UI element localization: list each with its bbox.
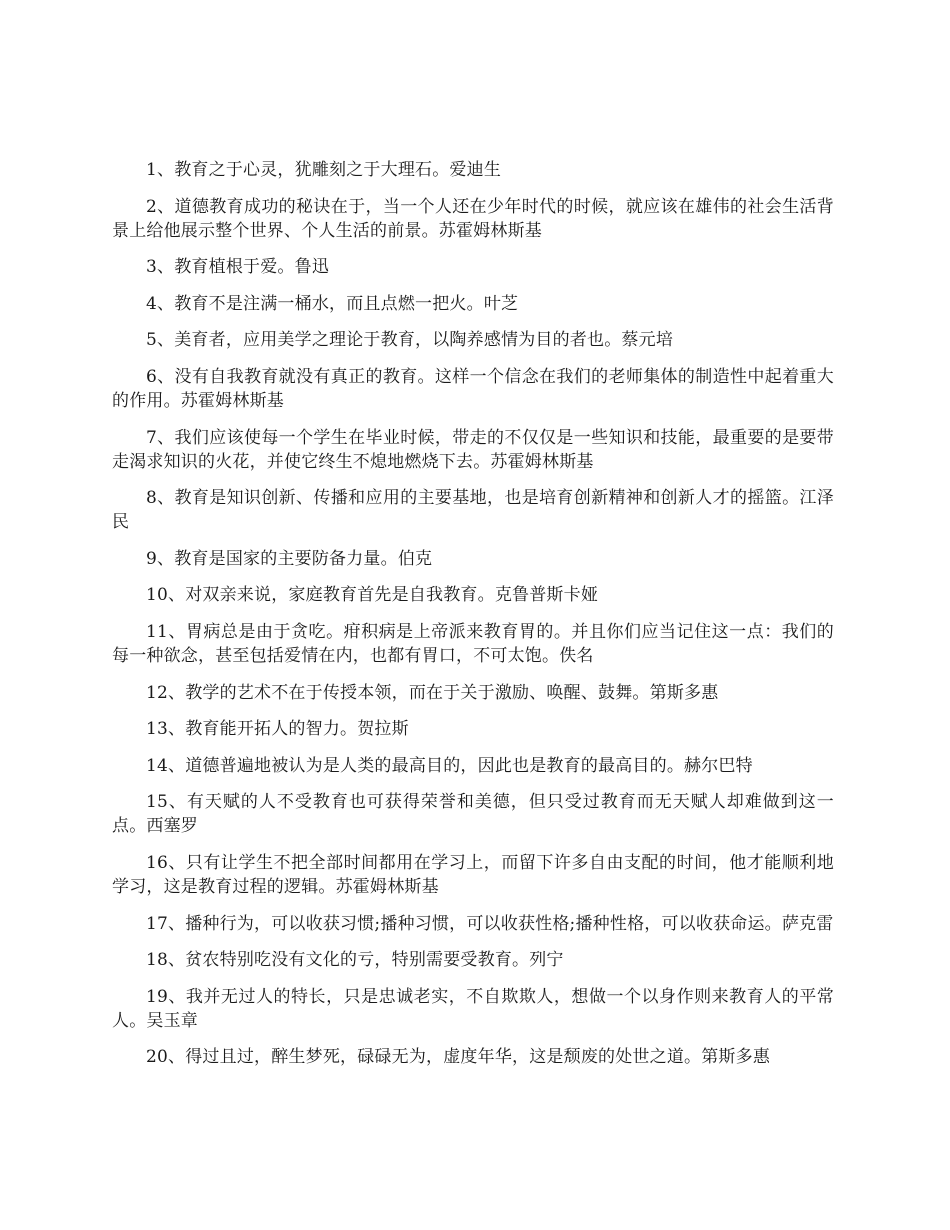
quote-6: 6、没有自我教育就没有真正的教育。这样一个信念在我们的老师集体的制造性中起着重大的作用。苏霍姆林斯基 (112, 366, 834, 411)
quote-list (112, 158, 834, 1082)
quote-14: 14、道德普遍地被认为是人类的最高目的，因此也是教育的最高目的。赫尔巴特 (146, 755, 753, 776)
quote-1: 1、教育之于心灵，犹雕刻之于大理石。爱迪生 (146, 160, 502, 180)
quote-7: 7、我们应该使每一个学生在毕业时候，带走的不仅仅是一些知识和技能，最重要的是要带走渴求知识的火花，并使它终生不熄地燃烧下去。苏霍姆林斯基 (112, 427, 834, 472)
quote-15: 15、有天赋的人不受教育也可获得荣誉和美德，但只受过教育而无天赋人却难做到这一点。西塞罗 (112, 792, 834, 837)
quote-10: 10、对双亲来说，家庭教育首先是自我教育。克鲁普斯卡娅 (146, 585, 599, 606)
quote-4: 4、教育不是注满一桶水，而且点燃一把火。叶芝 (146, 293, 519, 314)
quote-13: 13、教育能开拓人的智力。贺拉斯 (146, 719, 409, 740)
quote-20: 20、得过且过，醉生梦死，碌碌无为，虚度年华，这是颓废的处世之道。第斯多惠 (146, 1047, 771, 1068)
quote-12: 12、教学的艺术不在于传授本领，而在于关于激励、唤醒、鼓舞。第斯多惠 (146, 682, 719, 703)
quote-19: 19、我并无过人的特长，只是忠诚老实，不自欺欺人，想做一个以身作则来教育人的平常人。吴玉章 (112, 986, 834, 1031)
quote-17: 17、播种行为，可以收获习惯;播种习惯，可以收获性格;播种性格，可以收获命运。萨克雷 (146, 913, 834, 934)
quote-9: 9、教育是国家的主要防备力量。伯克 (146, 548, 433, 569)
quote-2: 2、道德教育成功的秘诀在于，当一个人还在少年时代的时候，就应该在雄伟的社会生活背景上给他展示整个世界、个人生活的前景。苏霍姆林斯基 (112, 196, 834, 241)
quote-5: 5、美育者，应用美学之理论于教育，以陶养感情为目的者也。蔡元培 (146, 330, 674, 351)
quote-3: 3、教育植根于爱。鲁迅 (146, 257, 330, 278)
quote-18: 18、贫农特别吃没有文化的亏，特别需要受教育。列宁 (146, 950, 564, 971)
quote-16: 16、只有让学生不把全部时间都用在学习上，而留下许多自由支配的时间，他才能顺利地学习，这是教育过程的逻辑。苏霍姆林斯基 (112, 852, 834, 897)
quote-11: 11、胃病总是由于贪吃。疳积病是上帝派来教育胃的。并且你们应当记住这一点：我们的每一种欲念，甚至包括爱情在内，也都有胃口，不可太饱。佚名 (112, 621, 834, 666)
quote-8: 8、教育是知识创新、传播和应用的主要基地，也是培育创新精神和创新人才的摇篮。江泽民 (112, 488, 834, 533)
